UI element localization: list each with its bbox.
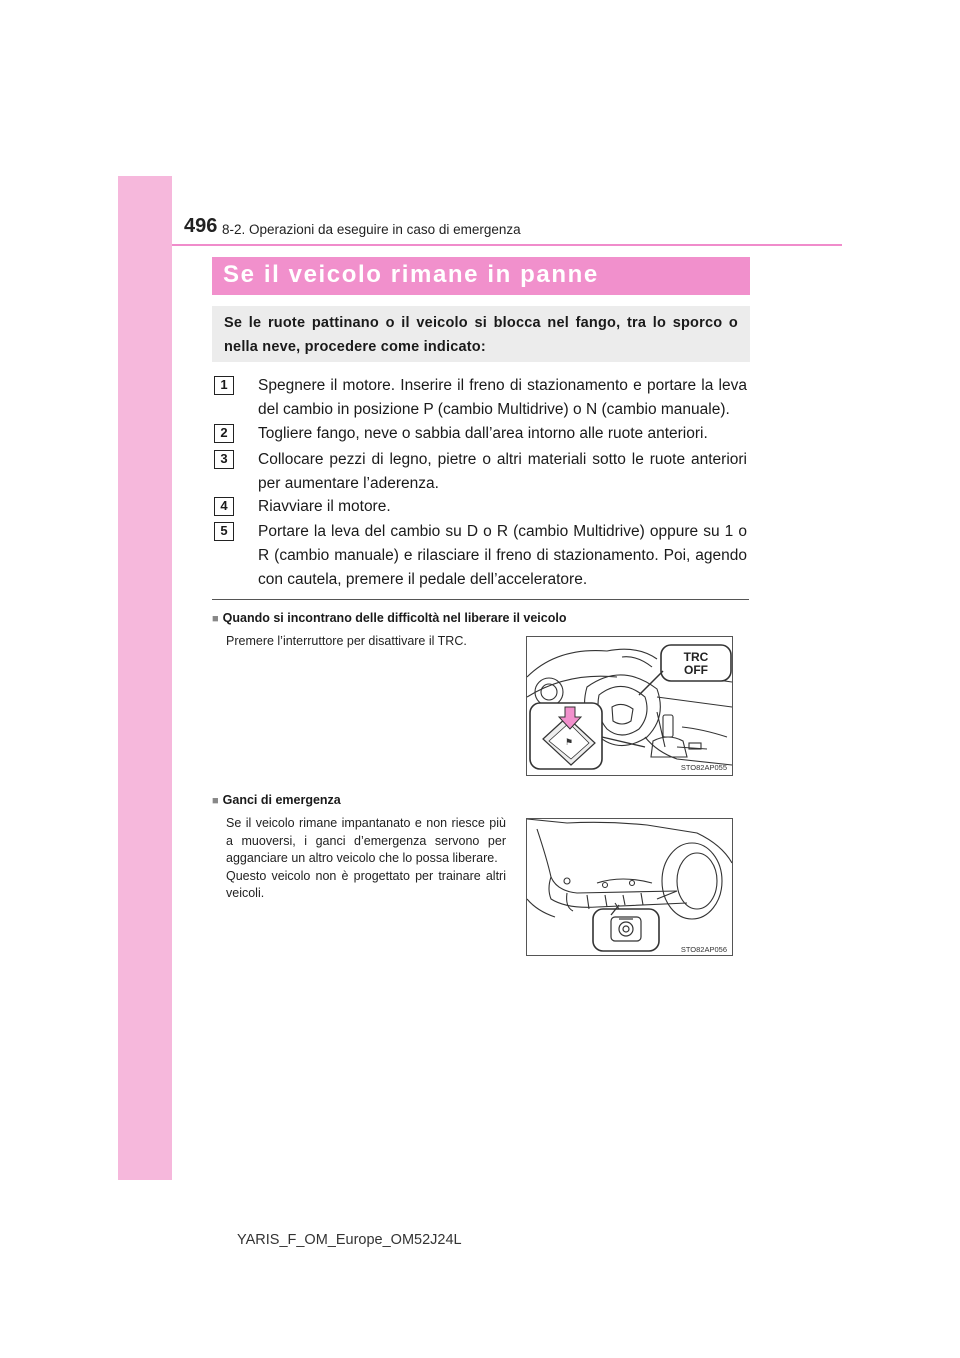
page-number: 496 xyxy=(184,215,218,237)
figure-code: STO82AP055 xyxy=(680,763,727,772)
header-rule xyxy=(172,244,842,246)
callout-off-label: OFF xyxy=(684,663,708,677)
step-text: Riavviare il motore. xyxy=(258,498,391,515)
figure-code: STO82AP056 xyxy=(680,945,727,954)
step-number: 5 xyxy=(214,522,234,541)
step-text: Togliere fango, neve o sabbia dall’area intorno alle ruote anteriori. xyxy=(258,425,708,442)
callout-trc-label: TRC xyxy=(683,650,709,664)
subsection-text: Se il veicolo rimane impantanato e non riesce più a muoversi, i ganci d’emergenza servono per agganciare un altro veicolo che lo possa liberare. Questo veicolo non è progettato per trainare altri veicoli. xyxy=(226,816,506,900)
step-text: Portare la leva del cambio su D o R (cambio Multidrive) oppure su 1 o R (cambio manuale) e rilasciare il freno di stazionamento. Poi, agendo con cautela, premere il pedale dell’acceleratore. xyxy=(258,523,747,588)
subsection-heading-text: Ganci di emergenza xyxy=(222,793,341,807)
underbody-illustration xyxy=(527,819,732,955)
section-divider xyxy=(212,599,749,600)
intro-box: Se le ruote pattinano o il veicolo si blocca nel fango, tra lo sporco o nella neve, procedere come indicato: xyxy=(212,306,750,362)
step-text: Collocare pezzi di legno, pietre o altri materiali sotto le ruote anteriori per aumentare l’aderenza. xyxy=(258,451,747,492)
subsection-heading xyxy=(212,793,341,807)
title-bar xyxy=(212,257,750,295)
step-number: 3 xyxy=(214,450,234,469)
subsection-text: Premere l’interruttore per disattivare il TRC. xyxy=(226,634,467,648)
step-text: Spegnere il motore. Inserire il freno di stazionamento e portare la leva del cambio in posizione P (cambio Multidrive) o N (cambio manuale). xyxy=(258,377,747,418)
step-number: 1 xyxy=(214,376,234,395)
section-header: 8-2. Operazioni da eseguire in caso di emergenza xyxy=(222,222,521,237)
subsection-heading-text: Quando si incontrano delle difficoltà nel liberare il veicolo xyxy=(222,611,567,625)
step-number: 2 xyxy=(214,424,234,443)
page-title: Se il veicolo rimane in panne xyxy=(223,261,599,288)
emergency-hook-figure xyxy=(526,818,733,956)
dashboard-illustration xyxy=(527,637,732,775)
bullet-square-icon: ■ xyxy=(212,613,219,625)
bullet-square-icon: ■ xyxy=(212,795,219,807)
trc-switch-figure xyxy=(526,636,733,776)
footer-document-code: YARIS_F_OM_Europe_OM52J24L xyxy=(237,1232,462,1248)
side-color-band xyxy=(118,176,172,1180)
svg-text:⚑: ⚑ xyxy=(564,737,574,747)
step-number: 4 xyxy=(214,497,234,516)
subsection-heading xyxy=(212,611,566,625)
